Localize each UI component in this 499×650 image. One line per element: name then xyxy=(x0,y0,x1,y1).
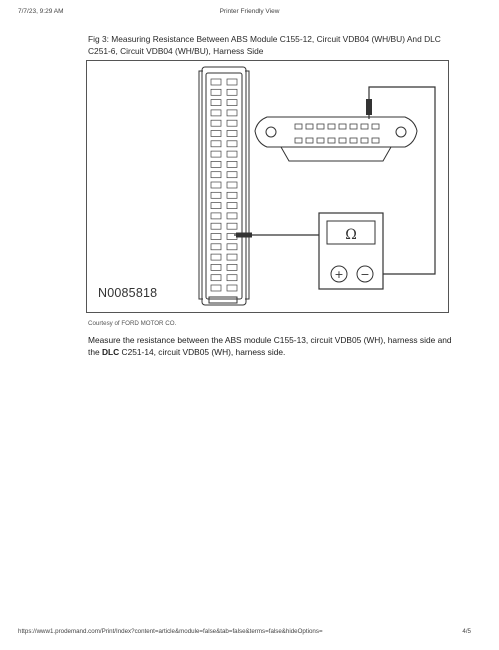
abs-pin-cavity xyxy=(227,172,237,178)
abs-pin-cavity xyxy=(211,203,221,209)
dlc-pin-cavity xyxy=(306,138,313,143)
abs-pin-cavity xyxy=(227,223,237,229)
abs-pin-cavity xyxy=(227,264,237,270)
abs-pin-cavity xyxy=(211,79,221,85)
dlc-pin-cavity xyxy=(350,124,357,129)
abs-pin-cavity xyxy=(227,192,237,198)
abs-pin-cavity xyxy=(227,79,237,85)
ohm-symbol: Ω xyxy=(345,227,357,243)
abs-pin-cavity xyxy=(211,234,221,240)
instruction-emphasis: DLC xyxy=(101,346,120,357)
abs-pin-cavity xyxy=(211,100,221,106)
abs-pin-cavity xyxy=(211,151,221,157)
abs-module-connector xyxy=(199,67,249,305)
figure-caption: Fig 3: Measuring Resistance Between ABS Module C155-12, Circuit VDB04 (WH/BU) And DLC C251-6, Circuit VDB04 (WH/BU), Harness Side xyxy=(88,34,441,56)
dlc-pin-cavity xyxy=(372,138,379,143)
abs-pin-cavity xyxy=(211,89,221,95)
abs-pin-cavity xyxy=(211,172,221,178)
dlc-pin-cavity xyxy=(317,124,324,129)
abs-pin-cavity xyxy=(227,275,237,281)
dlc-pin-cavity xyxy=(295,138,302,143)
dlc-pin-cavity xyxy=(339,124,346,129)
dlc-pin-cavity xyxy=(339,138,346,143)
meter-minus-terminal: − xyxy=(360,268,370,281)
abs-pin-cavity xyxy=(211,120,221,126)
dlc-pin-cavity xyxy=(361,124,368,129)
abs-pin-cavity xyxy=(211,141,221,147)
instruction-paragraph xyxy=(88,335,460,358)
dlc-pin-cavity xyxy=(295,124,302,129)
abs-pin-cavity xyxy=(227,213,237,219)
abs-pin-cavity xyxy=(227,100,237,106)
footer-page-number: 4/5 xyxy=(462,628,471,635)
abs-pin-cavity xyxy=(211,264,221,270)
abs-pin-cavity xyxy=(227,141,237,147)
abs-pin-cavity xyxy=(211,110,221,116)
abs-pin-cavity xyxy=(227,254,237,260)
abs-pin-cavity xyxy=(211,223,221,229)
dlc-pin-cavity xyxy=(317,138,324,143)
abs-pin-cavity xyxy=(211,254,221,260)
abs-pin-cavity xyxy=(211,213,221,219)
dlc-pin-cavity xyxy=(306,124,313,129)
wiring-diagram xyxy=(86,60,449,313)
abs-pin-cavity xyxy=(227,244,237,250)
instruction-text-2: C251-14, circuit VDB05 (WH), harness side. xyxy=(119,346,286,357)
dlc-pin-cavity xyxy=(361,138,368,143)
dlc-pin-cavity xyxy=(328,124,335,129)
abs-pin-cavity xyxy=(227,89,237,95)
print-datetime: 7/7/23, 9:29 AM xyxy=(18,8,64,15)
diagram-svg xyxy=(87,61,450,314)
meter-plus-terminal: + xyxy=(334,268,344,281)
print-header-title: Printer Friendly View xyxy=(219,8,280,15)
dlc-connector xyxy=(255,117,417,161)
abs-pin-cavity xyxy=(227,161,237,167)
abs-pin-cavity xyxy=(227,151,237,157)
dlc-pin-cavity xyxy=(350,138,357,143)
abs-pin-cavity xyxy=(227,120,237,126)
abs-pin-cavity xyxy=(211,192,221,198)
abs-pin-cavity xyxy=(211,275,221,281)
dlc-pin-cavity xyxy=(372,124,379,129)
figure-credit: Courtesy of FORD MOTOR CO. xyxy=(88,320,177,327)
abs-pin-cavity xyxy=(211,182,221,188)
dlc-pin-cavity xyxy=(328,138,335,143)
figure-id-label: N0085818 xyxy=(98,286,158,300)
abs-pin-cavity xyxy=(211,285,221,291)
abs-pin-cavity xyxy=(211,131,221,137)
abs-pin-cavity xyxy=(211,161,221,167)
abs-connector-pins xyxy=(211,79,237,291)
abs-pin-cavity xyxy=(211,244,221,250)
dlc-pins xyxy=(295,124,379,143)
abs-pin-cavity xyxy=(227,203,237,209)
footer-url: https://www1.prodemand.com/Print/Index?content=article&module=false&tab=false&terms=false&hideOptions= xyxy=(18,628,323,635)
ohmmeter xyxy=(319,213,383,289)
abs-pin-cavity xyxy=(227,110,237,116)
instruction-text-1: Measure the resistance between the ABS module C155-13, circuit VDB05 (WH), harness side and the xyxy=(88,335,452,357)
abs-pin-cavity xyxy=(227,182,237,188)
abs-pin-cavity xyxy=(227,285,237,291)
abs-pin-cavity xyxy=(227,131,237,137)
